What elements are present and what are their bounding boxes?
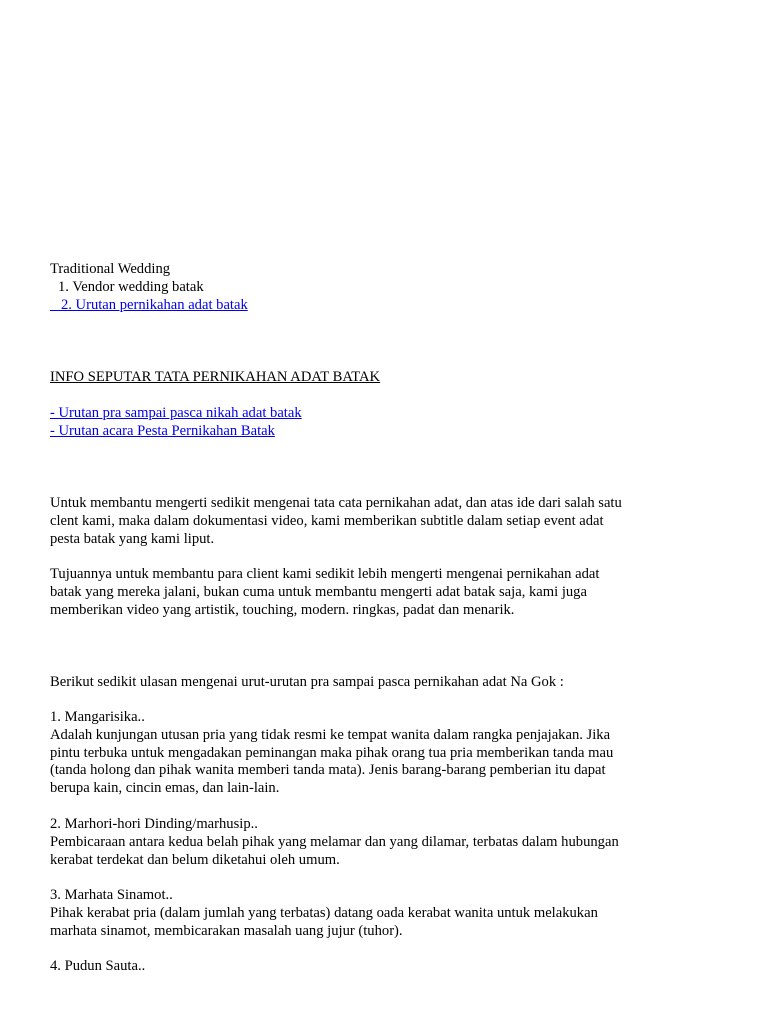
list-intro-block [50, 674, 670, 692]
step-3 [50, 887, 670, 940]
links-block [50, 405, 670, 441]
nav-block [50, 261, 670, 314]
paragraph-line: pesta batak yang kami liput. [50, 530, 215, 547]
step-1 [50, 709, 670, 798]
link-urutan-pra-pasca[interactable]: - Urutan pra sampai pasca nikah adat batak [50, 405, 302, 421]
step-2 [50, 816, 670, 869]
step-line: marhata sinamot, membicarakan masalah uang jujur (tuhor). [50, 922, 403, 939]
paragraph-line: clent kami, maka dalam dokumentasi video, kami memberikan subtitle dalam setiap event adat [50, 512, 604, 529]
step-4 [50, 958, 670, 976]
step-title: 4. Pudun Sauta.. [50, 958, 146, 974]
step-line: kerabat terdekat dan belum diketahui oleh umum. [50, 851, 340, 868]
link-urutan-acara-pesta[interactable]: - Urutan acara Pesta Pernikahan Batak [50, 422, 275, 439]
step-line: (tanda holong dan pihak wanita memberi tanda mata). Jenis barang-barang pemberian itu dapat [50, 762, 606, 779]
intro-paragraph-2 [50, 566, 670, 619]
info-heading-block [50, 369, 670, 387]
nav-item-vendor: 1. Vendor wedding batak [58, 278, 204, 295]
step-title: 3. Marhata Sinamot.. [50, 887, 173, 903]
paragraph-line: Tujuannya untuk membantu para client kami sedikit lebih mengerti mengenai pernikahan adat [50, 566, 600, 582]
step-line: Pihak kerabat pria (dalam jumlah yang terbatas) datang oada kerabat wanita untuk melakukan [50, 904, 598, 921]
step-title: 1. Mangarisika.. [50, 709, 145, 725]
paragraph-line: Untuk membantu mengerti sedikit mengenai tata cata pernikahan adat, dan atas ide dari salah satu [50, 495, 622, 511]
step-line: pintu terbuka untuk mengadakan peminangan maka pihak orang tua pria memberikan tanda mau [50, 744, 614, 761]
page-heading: INFO SEPUTAR TATA PERNIKAHAN ADAT BATAK [50, 369, 381, 385]
step-line: Adalah kunjungan utusan pria yang tidak resmi ke tempat wanita dalam rangka penjajakan. Jika [50, 726, 611, 743]
paragraph-line: memberikan video yang artistik, touching, modern. ringkas, padat dan menarik. [50, 601, 515, 618]
nav-link-urutan-pernikahan[interactable]: 2. Urutan pernikahan adat batak [50, 296, 248, 313]
step-title: 2. Marhori-hori Dinding/marhusip.. [50, 816, 258, 832]
step-line: Pembicaraan antara kedua belah pihak yang melamar dan yang dilamar, terbatas dalam hubungan [50, 833, 619, 850]
paragraph-line: batak yang mereka jalani, bukan cuma untuk membantu mengerti adat batak saja, kami juga [50, 583, 587, 600]
step-line: berupa kain, cincin emas, dan lain-lain. [50, 780, 280, 797]
list-intro-text: Berikut sedikit ulasan mengenai urut-urutan pra sampai pasca pernikahan adat Na Gok : [50, 674, 564, 690]
intro-paragraph-1 [50, 495, 670, 548]
nav-title: Traditional Wedding [50, 261, 171, 277]
